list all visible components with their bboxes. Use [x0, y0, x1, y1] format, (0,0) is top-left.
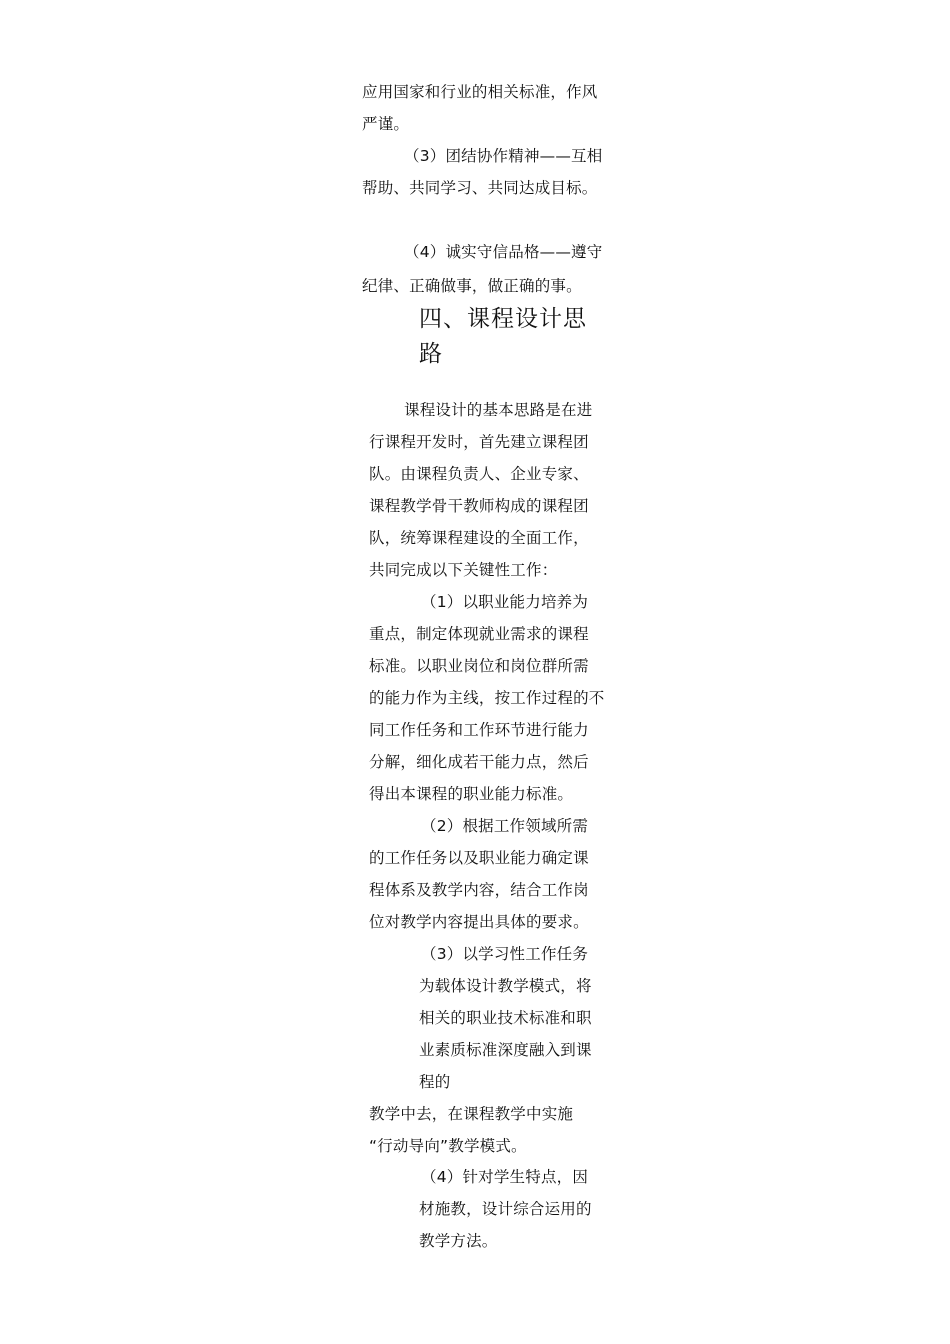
section-heading: 四、课程设计思 — [419, 306, 587, 332]
paragraph-line: 严谨。 — [362, 115, 410, 133]
paragraph-line: 队。由课程负责人、企业专家、 — [369, 465, 589, 483]
paragraph-line: 应用国家和行业的相关标准，作风 — [362, 83, 598, 101]
list-item-line: （3）以学习性工作任务 — [421, 945, 589, 963]
list-item-line: 程的 — [419, 1073, 451, 1091]
list-item-line: （1）以职业能力培养为 — [421, 593, 589, 611]
list-item-line: 得出本课程的职业能力标准。 — [369, 785, 574, 803]
list-item-line: （4）针对学生特点，因 — [421, 1168, 589, 1186]
list-item-line: 标准。以职业岗位和岗位群所需 — [369, 657, 589, 675]
list-item-line: 位对教学内容提出具体的要求。 — [369, 913, 589, 931]
list-item-line: （4）诚实守信品格——遵守 — [404, 243, 603, 261]
list-item-line: “行动导向”教学模式。 — [369, 1137, 527, 1155]
paragraph-line: 行课程开发时，首先建立课程团 — [369, 433, 589, 451]
list-item-line: 同工作任务和工作环节进行能力 — [369, 721, 589, 739]
list-item-line: 帮助、共同学习、共同达成目标。 — [362, 179, 598, 197]
list-item-line: 教学中去，在课程教学中实施 — [369, 1105, 574, 1123]
list-item-line: 重点，制定体现就业需求的课程 — [369, 625, 589, 643]
list-item-line: （3）团结协作精神——互相 — [404, 147, 603, 165]
section-heading: 路 — [419, 341, 443, 367]
list-item-line: 业素质标准深度融入到课 — [419, 1041, 592, 1059]
paragraph-line: 共同完成以下关键性工作： — [369, 561, 558, 579]
paragraph-line: 课程教学骨干教师构成的课程团 — [369, 497, 589, 515]
list-item-line: 为载体设计教学模式，将 — [419, 977, 592, 995]
list-item-line: 分解，细化成若干能力点，然后 — [369, 753, 589, 771]
list-item-line: （2）根据工作领域所需 — [421, 817, 589, 835]
list-item-line: 相关的职业技术标准和职 — [419, 1009, 592, 1027]
list-item-line: 程体系及教学内容，结合工作岗 — [369, 881, 589, 899]
paragraph-line: 队，统筹课程建设的全面工作， — [369, 529, 589, 547]
list-item-line: 教学方法。 — [419, 1232, 498, 1250]
list-item-line: 纪律、正确做事，做正确的事。 — [362, 277, 582, 295]
list-item-line: 的能力作为主线，按工作过程的不 — [369, 689, 605, 707]
paragraph-line: 课程设计的基本思路是在进 — [404, 401, 593, 419]
list-item-line: 的工作任务以及职业能力确定课 — [369, 849, 589, 867]
list-item-line: 材施教，设计综合运用的 — [419, 1200, 592, 1218]
